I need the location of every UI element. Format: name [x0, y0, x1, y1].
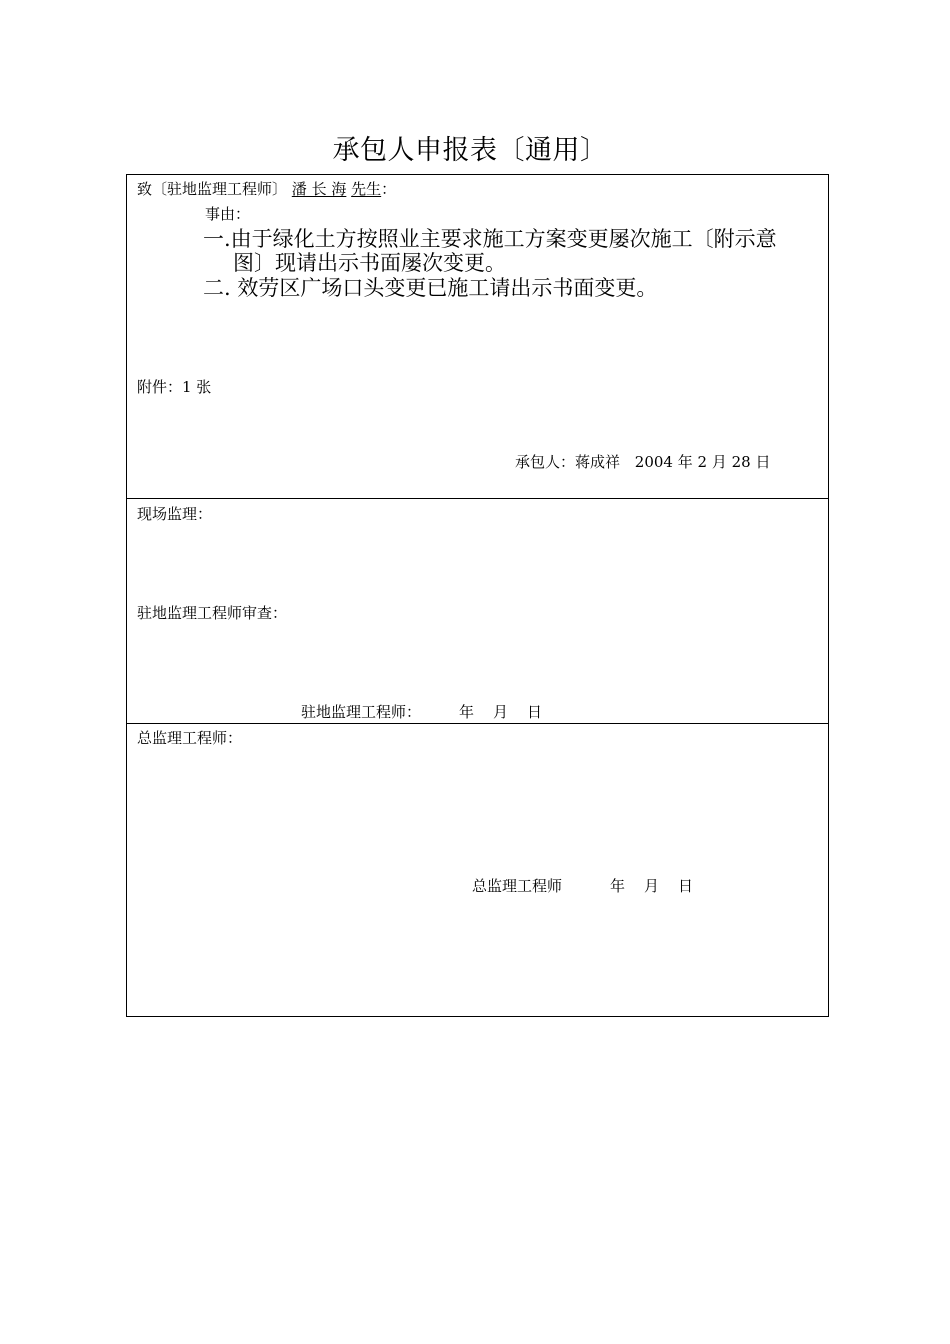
chief-engineer-signature: 总监理工程师	[472, 877, 563, 895]
reason-item-1-line-1: 一.由于绿化土方按照业主要求施工方案变更屡次施工〔附示意	[203, 227, 777, 251]
chief-engineer-label: 总监理工程师：	[137, 729, 243, 747]
site-supervision-label: 现场监理：	[137, 505, 213, 523]
resident-engineer-signature: 驻地监理工程师：	[301, 703, 422, 721]
recipient-colon: ：	[381, 180, 397, 198]
recipient-name: 潘 长 海	[291, 180, 347, 198]
attachment-note: 附件：1 张	[137, 378, 212, 396]
reason-item-2: 二. 效劳区广场口头变更已施工请出示书面变更。	[203, 276, 658, 300]
recipient-title: 先生	[351, 180, 382, 198]
reason-label: 事由：	[205, 205, 251, 223]
resident-review-label: 驻地监理工程师审查：	[137, 604, 288, 622]
contractor-date: 2004 年 2 月 28 日	[634, 453, 771, 471]
declaration-form	[126, 174, 829, 1017]
recipient-label: 致〔驻地监理工程师〕	[137, 180, 288, 198]
recipient-line	[137, 180, 396, 198]
reason-item-1-line-2: 图〕现请出示书面屡次变更。	[233, 251, 506, 275]
contractor-signature	[515, 453, 770, 471]
chief-engineer-section	[127, 724, 828, 1018]
contractor-name: 承包人：蒋成祥	[515, 453, 621, 471]
supervision-section	[127, 499, 828, 724]
resident-date-blank: 年 月 日	[459, 703, 545, 721]
chief-date-blank: 年 月 日	[610, 877, 696, 895]
application-section	[127, 175, 828, 499]
form-title: 承包人申报表〔通用〕	[332, 135, 608, 166]
